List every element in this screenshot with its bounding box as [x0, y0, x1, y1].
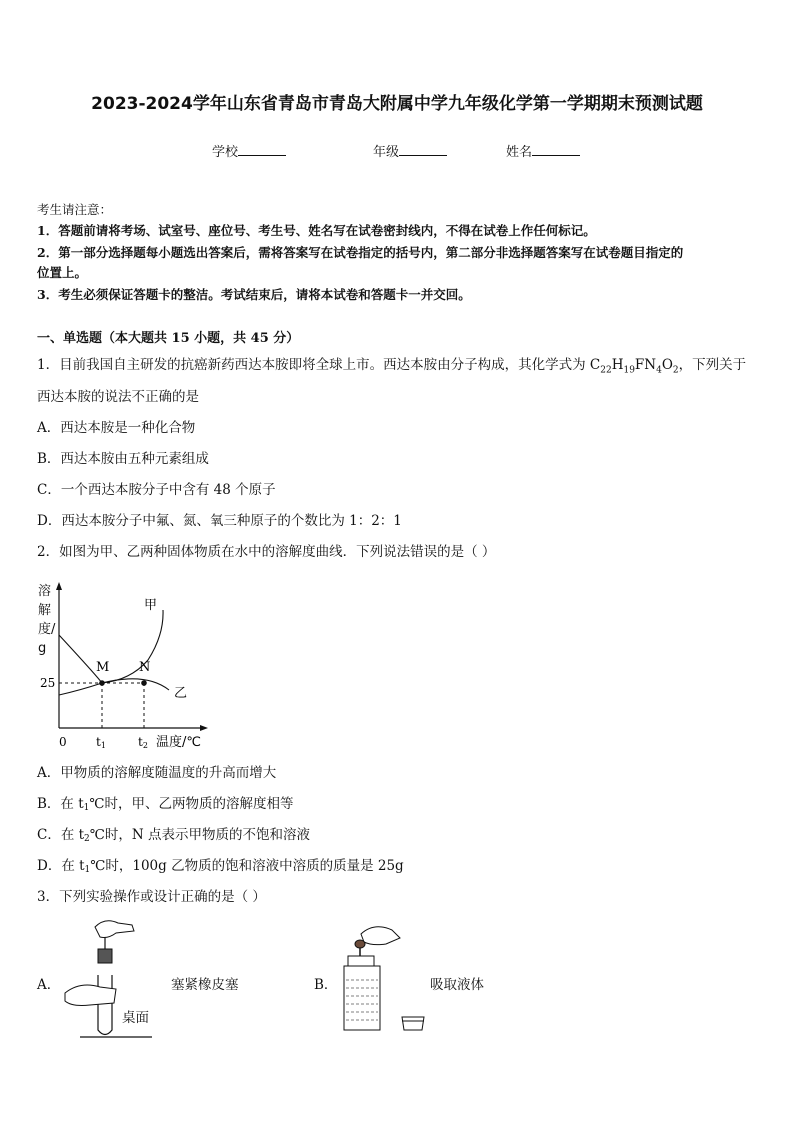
- series-label-yi: 乙: [174, 686, 188, 701]
- q2-option-c: C．在 $t_2℃$时，N 点表示甲物质的不饱和溶液: [37, 827, 310, 844]
- reagent-bottle-icon: [344, 966, 380, 1030]
- q1-option-a: A．西达本胺是一种化合物: [37, 420, 196, 436]
- point-label-m: M: [96, 660, 110, 675]
- point-label-n: N: [139, 660, 151, 675]
- hand-icon: [95, 921, 134, 938]
- test-tube-icon: [98, 975, 112, 1035]
- name-field: [506, 141, 580, 160]
- rubber-stopper-icon: [98, 949, 112, 963]
- point-n: [141, 680, 147, 686]
- section-heading: 一、单选题（本大题共 15 小题，共 45 分）: [37, 331, 300, 346]
- name-blank: [532, 143, 580, 156]
- q1-option-c: C．一个西达本胺分子中含有 48 个原子: [37, 482, 276, 498]
- q1-stem-a: 1．目前我国自主研发的抗癌新药西达本胺即将全球上市。西达本胺由分子构成，其化学式为: [37, 357, 590, 373]
- x-axis-arrow: [200, 725, 208, 731]
- q1-option-b: B．西达本胺由五种元素组成: [37, 451, 209, 467]
- q2-stem: 2．如图为甲、乙两种固体物质在水中的溶解度曲线．下列说法错误的是（ ）: [37, 544, 496, 560]
- q1-option-d: D．西达本胺分子中氟、氮、氧三种原子的个数比为 1：2：1: [37, 513, 402, 529]
- school-blank: [238, 143, 286, 156]
- q2-option-a: A．甲物质的溶解度随温度的升高而增大: [37, 765, 277, 781]
- q2-option-d: D．在 $t_1℃$时，100g 乙物质的饱和溶液中溶质的质量是 25g: [37, 858, 404, 875]
- q3-stem: 3．下列实验操作或设计正确的是（ ）: [37, 889, 266, 905]
- q3-option-a-caption: 塞紧橡皮塞: [171, 977, 239, 993]
- school-label: 学校: [212, 145, 239, 160]
- name-label: 姓名: [506, 145, 533, 160]
- notice-item: 1．答题前请将考场、试室号、座位号、考生号、姓名写在试卷密封线内，不得在试卷上作任何标记。: [37, 223, 596, 238]
- q1-stem-b: ，下列关于: [678, 357, 747, 373]
- grade-field: [373, 141, 447, 160]
- notice-heading: 考生请注意：: [37, 202, 113, 217]
- origin-label: 0: [59, 735, 67, 749]
- q3-option-a-extra: 桌面: [122, 1010, 149, 1026]
- q1-stem: [37, 353, 746, 376]
- y-tick-25: 25: [40, 676, 56, 690]
- x-tick-t1: t1: [96, 735, 106, 750]
- dropper-bulb-icon: [355, 940, 365, 948]
- point-m: [99, 680, 105, 686]
- q3-option-a-letter: A．: [37, 977, 61, 993]
- q1-formula: $C_{22}H_{19}FN_4O_2$: [589, 357, 679, 376]
- solubility-chart: [36, 580, 216, 752]
- y-axis-arrow: [56, 582, 62, 590]
- x-axis-label: 温度/℃: [156, 735, 201, 750]
- q1-stem-cont: 西达本胺的说法不正确的是: [37, 389, 199, 405]
- notice-item: 位置上。: [37, 265, 88, 280]
- page-title: 2023-2024学年山东省青岛市青岛大附属中学九年级化学第一学期期末预测试题: [91, 94, 703, 114]
- grade-blank: [399, 143, 447, 156]
- grade-label: 年级: [373, 145, 400, 160]
- q3-option-b-letter: B．: [314, 977, 338, 993]
- school-field: [212, 141, 286, 160]
- y-axis-label: 溶解度/g: [38, 584, 56, 656]
- dropper-illustration: [336, 920, 436, 1035]
- hand-icon: [361, 927, 400, 945]
- x-tick-t2: t2: [138, 735, 148, 750]
- series-label-jia: 甲: [144, 598, 158, 613]
- bottle-cap-icon: [402, 1017, 424, 1030]
- notice-item: 3．考生必须保证答题卡的整洁。考试结束后，请将本试卷和答题卡一并交回。: [37, 287, 471, 302]
- hand-icon: [65, 985, 116, 1006]
- q3-option-b-caption: 吸取液体: [430, 977, 484, 993]
- q2-option-b: B．在 $t_1℃$时，甲、乙两物质的溶解度相等: [37, 796, 294, 813]
- notice-item: 2．第一部分选择题每小题选出答案后，需将答案写在试卷指定的括号内，第二部分非选择题答案写在试卷题目指定的: [37, 245, 684, 260]
